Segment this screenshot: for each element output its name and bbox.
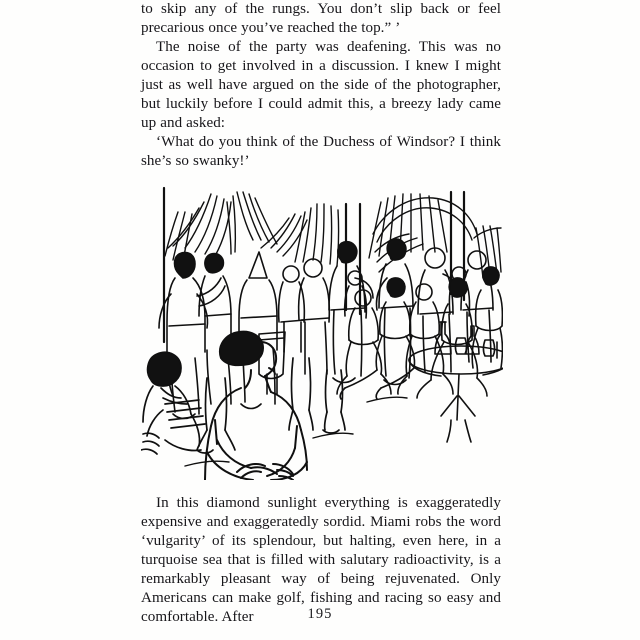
paragraph-rungs: to skip any of the rungs. You don’t slip back or feel precarious once you’ve reached the top.” ’ <box>141 1 501 36</box>
illustration-party-crowd <box>141 182 503 480</box>
page-number: 195 <box>307 606 333 622</box>
paragraph-duchess: ‘What do you think of the Duchess of Windsor? I think she’s so swanky!’ <box>141 134 501 169</box>
text-block-top <box>141 0 501 171</box>
paragraph-diamond: In this diamond sunlight everything is exaggeratedly expensive and exaggeratedly sordid. Miami robs the word ‘vulgarity’ of its splendour, but halting, even here, in a turquoise sea that is filled with salutary radioactivity, is a remarkably pleasant way of being rejuvenated. Only Americans can make golf, fishing and racing so easy and comfortable. After <box>141 495 501 625</box>
paragraph-noise: The noise of the party was deafening. This was no occasion to get involved in a discussion. I knew I might just as well have argued on the side of the photographer, but luckily before I could admit this, a breezy lady came up and asked: <box>141 39 501 131</box>
